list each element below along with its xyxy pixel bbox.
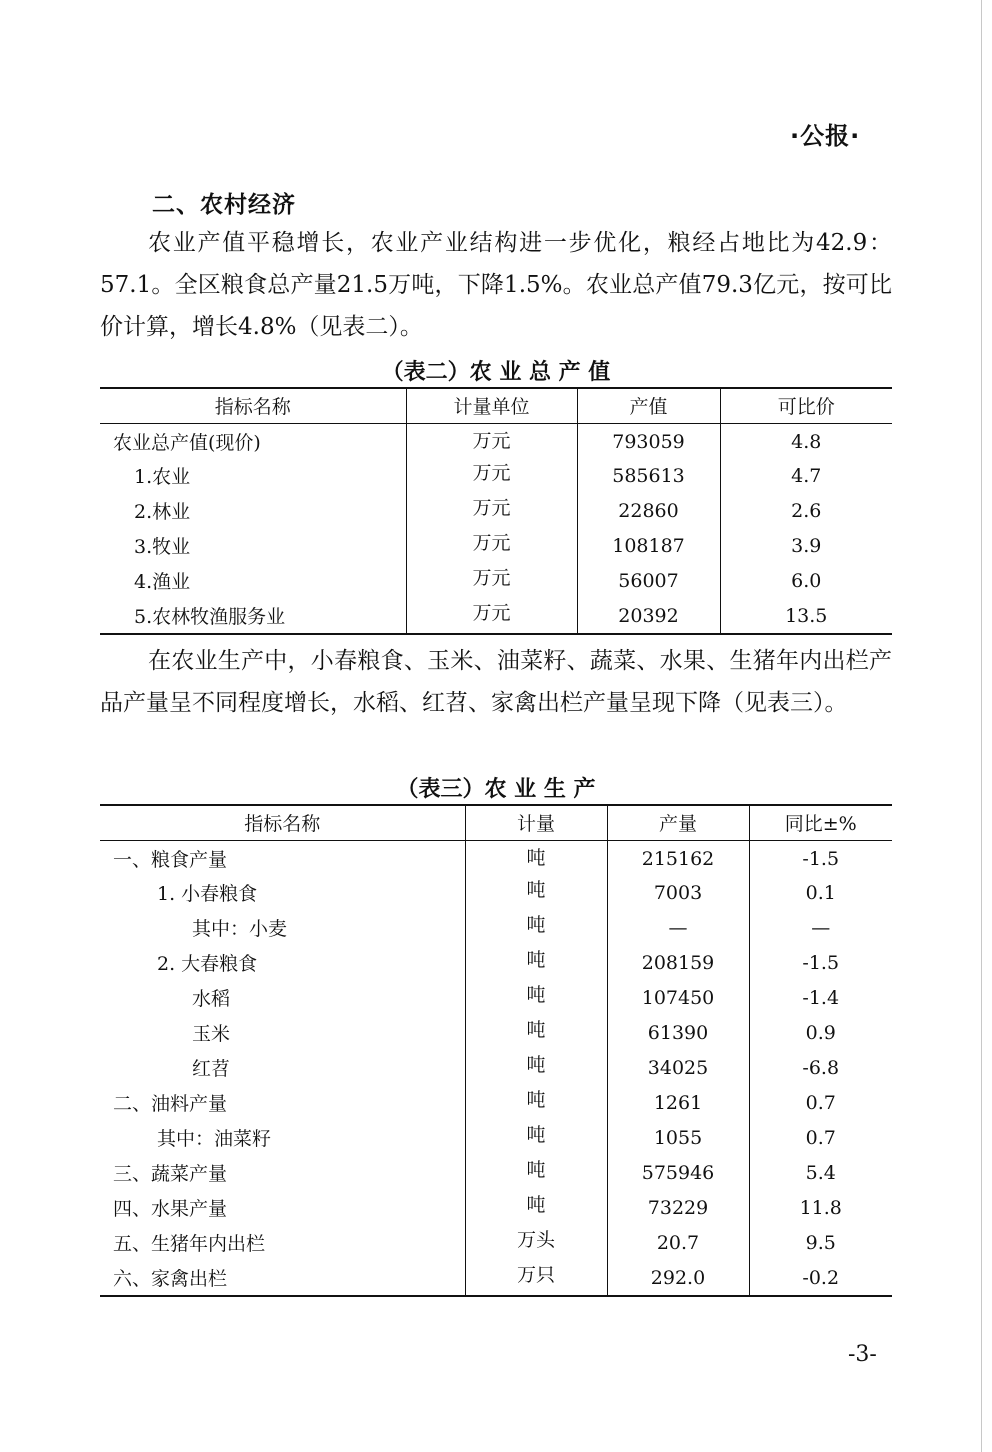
row-name: 其中：小麦: [192, 918, 288, 940]
paragraph-agri-production: 在农业生产中，小春粮食、玉米、油菜籽、蔬菜、水果、生猪年内出栏产品产量呈不同程度增长，水稻、红苕、家禽出栏产量呈现下降（见表三）。: [100, 648, 892, 716]
table3-header-name: 指标名称: [100, 805, 465, 840]
row-unit: 吨: [465, 1085, 607, 1120]
row-rate: 0.9: [749, 1015, 892, 1050]
table-row: [100, 458, 892, 493]
table-row: [100, 423, 892, 458]
row-name: 2.林业: [134, 501, 191, 523]
row-name: 2. 大春粮食: [157, 953, 258, 975]
table-row: [100, 598, 892, 634]
table-row: [100, 1120, 892, 1155]
row-unit: 万元: [406, 528, 577, 563]
table-row: [100, 1190, 892, 1225]
row-rate: —: [749, 910, 892, 945]
page-number: -3-: [848, 1342, 877, 1367]
row-rate: 9.5: [749, 1225, 892, 1260]
row-value: 208159: [607, 945, 749, 980]
row-rate: 4.7: [720, 458, 892, 493]
row-unit: 吨: [465, 875, 607, 910]
row-value: 22860: [577, 493, 720, 528]
paragraph-agri-output: 农业产值平稳增长，农业产业结构进一步优化，粮经占地比为42.9：57.1。全区粮食总产量21.5万吨，下降1.5%。农业总产值79.3亿元，按可比价计算，增长4.8%（见表二）。: [100, 230, 892, 340]
row-name: 二、油料产量: [113, 1093, 228, 1115]
table-row: [100, 980, 892, 1015]
row-name: 玉米: [192, 1023, 231, 1045]
row-rate: 3.9: [720, 528, 892, 563]
row-unit: 万只: [465, 1260, 607, 1296]
row-value: 585613: [577, 458, 720, 493]
table-row: [100, 1225, 892, 1260]
row-rate: -1.4: [749, 980, 892, 1015]
section-heading: 二、农村经济: [152, 192, 296, 218]
table-row: [100, 528, 892, 563]
row-value: 34025: [607, 1050, 749, 1085]
row-value: 1261: [607, 1085, 749, 1120]
row-unit: 吨: [465, 1015, 607, 1050]
table-row: [100, 910, 892, 945]
row-rate: 0.1: [749, 875, 892, 910]
table-row: [100, 1015, 892, 1050]
row-unit: 吨: [465, 1190, 607, 1225]
row-name: 1. 小春粮食: [157, 883, 258, 905]
row-value: 108187: [577, 528, 720, 563]
table2-header-value: 产值: [577, 388, 720, 423]
row-rate: 11.8: [749, 1190, 892, 1225]
row-value: 20.7: [607, 1225, 749, 1260]
table2-header-row: [100, 388, 892, 423]
row-unit: 万元: [406, 458, 577, 493]
row-rate: 0.7: [749, 1085, 892, 1120]
table3-header-row: [100, 805, 892, 840]
page-edge-rule: [981, 0, 982, 1452]
row-unit: 吨: [465, 945, 607, 980]
table-row: [100, 945, 892, 980]
row-unit: 吨: [465, 1120, 607, 1155]
bulletin-header-tag: ·公报·: [790, 122, 861, 150]
row-rate: -1.5: [749, 840, 892, 875]
row-unit: 吨: [465, 1050, 607, 1085]
row-value: 292.0: [607, 1260, 749, 1296]
table-row: [100, 1085, 892, 1120]
row-value: 20392: [577, 598, 720, 634]
row-unit: 万元: [406, 563, 577, 598]
row-value: —: [607, 910, 749, 945]
row-name: 一、粮食产量: [113, 849, 228, 872]
table3-header-rate: 同比±%: [749, 805, 892, 840]
table-row: [100, 493, 892, 528]
row-rate: -6.8: [749, 1050, 892, 1085]
row-name: 其中：油菜籽: [157, 1128, 272, 1150]
table-row: [100, 1260, 892, 1296]
table-row: [100, 1155, 892, 1190]
row-name: 4.渔业: [134, 571, 191, 593]
row-name: 五、生猪年内出栏: [113, 1233, 266, 1255]
row-unit: 万头: [465, 1225, 607, 1260]
row-unit: 吨: [465, 1155, 607, 1190]
row-rate: 0.7: [749, 1120, 892, 1155]
table2-header-name: 指标名称: [100, 388, 406, 423]
row-unit: 吨: [465, 910, 607, 945]
table3: [100, 804, 892, 1297]
row-value: 73229: [607, 1190, 749, 1225]
row-name: 农业总产值(现价): [113, 432, 261, 455]
row-name: 5.农林牧渔服务业: [134, 606, 286, 628]
row-value: 7003: [607, 875, 749, 910]
row-unit: 万元: [406, 598, 577, 634]
row-unit: 万元: [406, 493, 577, 528]
row-value: 56007: [577, 563, 720, 598]
row-value: 215162: [607, 840, 749, 875]
row-value: 1055: [607, 1120, 749, 1155]
row-rate: -0.2: [749, 1260, 892, 1296]
row-name: 三、蔬菜产量: [113, 1163, 228, 1185]
row-value: 793059: [577, 423, 720, 458]
row-rate: 13.5: [720, 598, 892, 634]
table2: [100, 387, 892, 635]
row-rate: 5.4: [749, 1155, 892, 1190]
table-row: [100, 563, 892, 598]
row-name: 六、家禽出栏: [113, 1268, 228, 1290]
row-rate: 4.8: [720, 423, 892, 458]
row-value: 61390: [607, 1015, 749, 1050]
table-row: [100, 840, 892, 875]
row-value: 107450: [607, 980, 749, 1015]
table3-title: （表三）农 业 生 产: [396, 777, 596, 802]
row-unit: 吨: [465, 840, 607, 875]
table2-header-rate: 可比价: [720, 388, 892, 423]
row-unit: 万元: [406, 423, 577, 458]
row-name: 四、水果产量: [113, 1198, 228, 1220]
table2-title: （表二）农 业 总 产 值: [381, 360, 611, 385]
row-rate: 2.6: [720, 493, 892, 528]
row-name: 红苕: [192, 1058, 231, 1080]
row-unit: 吨: [465, 980, 607, 1015]
table-row: [100, 875, 892, 910]
table3-header-unit: 计量: [465, 805, 607, 840]
row-rate: -1.5: [749, 945, 892, 980]
row-name: 水稻: [192, 988, 231, 1010]
table-row: [100, 1050, 892, 1085]
table3-header-value: 产量: [607, 805, 749, 840]
row-name: 3.牧业: [134, 536, 191, 558]
table2-header-unit: 计量单位: [406, 388, 577, 423]
row-rate: 6.0: [720, 563, 892, 598]
row-name: 1.农业: [134, 466, 191, 488]
row-value: 575946: [607, 1155, 749, 1190]
